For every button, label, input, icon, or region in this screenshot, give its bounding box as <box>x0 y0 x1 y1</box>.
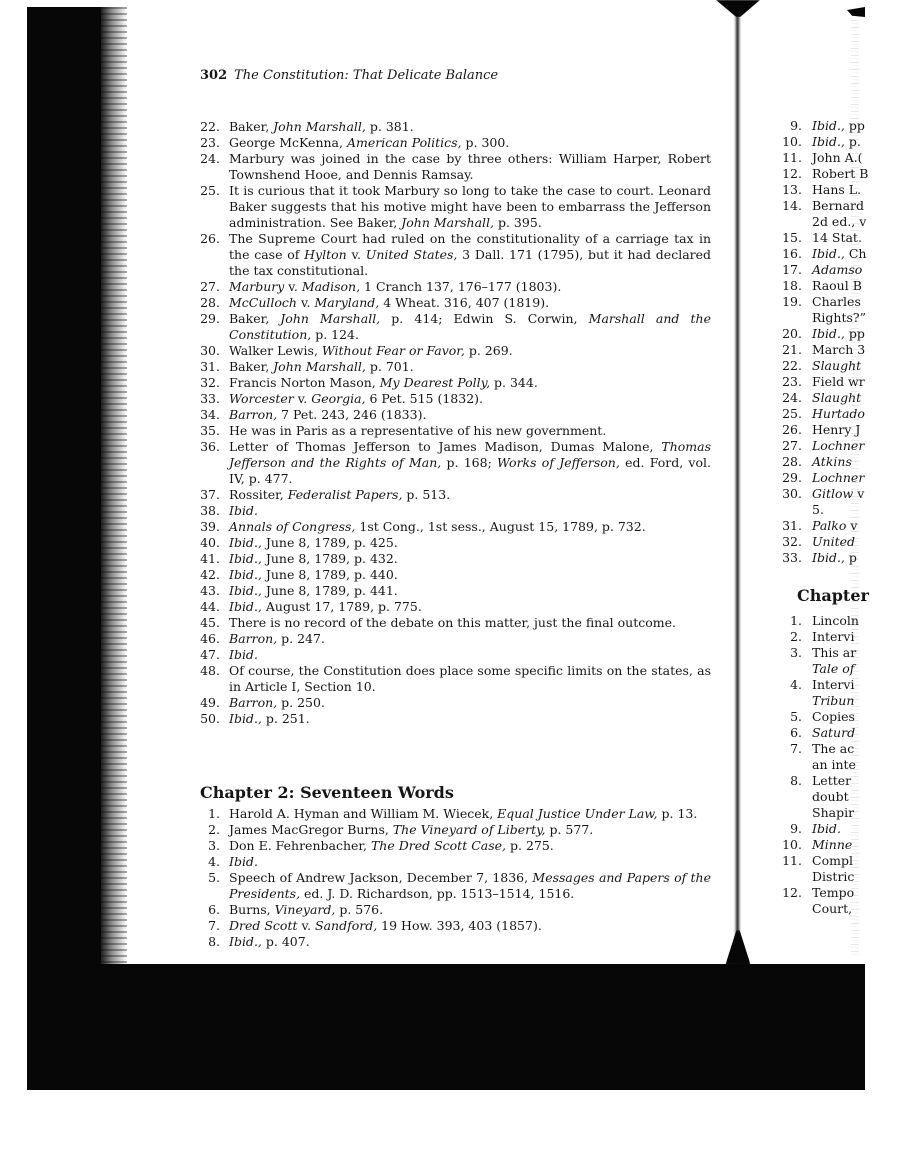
note-row <box>758 182 869 198</box>
note-text: Palko v <box>812 518 858 533</box>
note-row <box>758 885 859 901</box>
note-text: 14 Stat. <box>812 230 862 245</box>
note-text: Atkins <box>812 454 852 469</box>
note-number: 33. <box>200 391 220 406</box>
note-text: Hans L. <box>812 182 862 197</box>
note-row <box>758 853 859 869</box>
note-number: 30. <box>782 486 802 501</box>
note-row <box>200 870 711 902</box>
note-number: 6. <box>790 725 802 740</box>
note-number: 31. <box>200 359 220 374</box>
note-number: 27. <box>200 279 220 294</box>
note-text: Compl <box>812 853 853 868</box>
note-text: Marbury was joined in the case by three others: William Harper, Robert Townshend Hooe, and Dennis Ramsay. <box>229 151 711 182</box>
note-row <box>200 535 711 551</box>
note-number: 50. <box>200 711 220 726</box>
note-text: Ibid., pp <box>812 118 865 133</box>
note-number: 18. <box>782 278 802 293</box>
note-row <box>200 359 711 375</box>
note-text: Letter of Thomas Jefferson to James Madison, Dumas Malone, Thomas Jefferson and the Rights of Man, p. 168; Works of Jefferson, ed. Ford, vol. IV, p. 477. <box>229 439 711 486</box>
note-text: Ibid. <box>229 854 258 869</box>
note-text: Ibid., p. 251. <box>229 711 310 726</box>
note-row <box>758 230 869 246</box>
note-row <box>200 487 711 503</box>
note-text: Saturd <box>812 725 856 740</box>
note-row <box>200 806 711 822</box>
note-text: Intervi <box>812 629 855 644</box>
note-row <box>758 358 869 374</box>
note-row <box>200 934 711 950</box>
note-number: 46. <box>200 631 220 646</box>
note-row <box>200 391 711 407</box>
note-text: The Supreme Court had ruled on the constitutionality of a carriage tax in the case of Hylton v. United States, 3 Dall. 171 (1795), but it had declared the tax constitutional. <box>229 231 712 278</box>
note-row <box>758 677 859 693</box>
note-text: Hurtado <box>812 406 865 421</box>
note-text: Robert B <box>812 166 869 181</box>
note-number: 12. <box>782 885 802 900</box>
note-number: 11. <box>782 853 802 868</box>
note-text: Slaught <box>812 358 862 373</box>
note-text: Annals of Congress, 1st Cong., 1st sess., August 15, 1789, p. 732. <box>229 519 646 534</box>
note-text: 5. <box>812 502 824 517</box>
note-number: 10. <box>782 837 802 852</box>
note-row <box>200 838 711 854</box>
note-number: 3. <box>208 838 220 853</box>
note-row <box>200 151 711 183</box>
note-row <box>200 551 711 567</box>
note-text: Don E. Fehrenbacher, The Dred Scott Case, p. 275. <box>229 838 554 853</box>
note-number: 39. <box>200 519 220 534</box>
note-number: 12. <box>782 166 802 181</box>
note-number: 31. <box>782 518 802 533</box>
note-number: 34. <box>200 407 220 422</box>
note-number: 47. <box>200 647 220 662</box>
note-row <box>758 789 859 805</box>
note-row <box>200 423 711 439</box>
note-text: Ibid., Ch <box>812 246 867 261</box>
note-text: Ibid., June 8, 1789, p. 432. <box>229 551 398 566</box>
note-row <box>758 837 859 853</box>
note-number: 22. <box>200 119 220 134</box>
note-text: March 3 <box>812 342 866 357</box>
note-row <box>200 567 711 583</box>
right-page-chapter-heading-fragment: Chapter <box>797 586 869 605</box>
note-number: 4. <box>790 677 802 692</box>
note-number: 8. <box>208 934 220 949</box>
note-row <box>758 869 859 885</box>
note-row <box>758 390 869 406</box>
note-row <box>758 821 859 837</box>
note-text: doubt <box>812 789 849 804</box>
note-row <box>200 599 711 615</box>
note-number: 36. <box>200 439 220 454</box>
note-row <box>200 295 711 311</box>
note-text: Charles <box>812 294 861 309</box>
note-row <box>758 166 869 182</box>
note-number: 2. <box>790 629 802 644</box>
note-text: James MacGregor Burns, The Vineyard of Liberty, p. 577. <box>229 822 594 837</box>
chapter1-endnotes-list <box>200 119 711 727</box>
note-row <box>200 663 711 695</box>
note-row <box>758 246 869 262</box>
note-row <box>200 503 711 519</box>
note-row <box>758 709 859 725</box>
note-text: Ibid., p. 407. <box>229 934 310 949</box>
note-row <box>758 470 869 486</box>
note-text: 2d ed., v <box>812 214 867 229</box>
note-row <box>758 214 869 230</box>
note-number: 24. <box>782 390 802 405</box>
note-row <box>758 645 859 661</box>
note-row <box>758 262 869 278</box>
note-row <box>200 343 711 359</box>
note-row <box>758 518 869 534</box>
note-text: Ibid., p. <box>812 134 861 149</box>
note-text: Ibid. <box>229 647 258 662</box>
note-number: 27. <box>782 438 802 453</box>
note-number: 14. <box>782 198 802 213</box>
scan-black-border-left-fade <box>100 7 127 964</box>
note-number: 1. <box>790 613 802 628</box>
note-text: Ibid., p <box>812 550 857 565</box>
note-number: 17. <box>782 262 802 277</box>
note-row <box>200 519 711 535</box>
note-number: 26. <box>782 422 802 437</box>
note-text: There is no record of the debate on this matter, just the final outcome. <box>229 615 676 630</box>
note-row <box>200 119 711 135</box>
note-text: an inte <box>812 757 856 772</box>
note-row <box>758 534 869 550</box>
note-number: 1. <box>208 806 220 821</box>
note-text: Rossiter, Federalist Papers, p. 513. <box>229 487 451 502</box>
running-header <box>200 68 711 84</box>
note-text: Baker, John Marshall, p. 701. <box>229 359 414 374</box>
note-number: 4. <box>208 854 220 869</box>
note-text: Tale of <box>812 661 855 676</box>
note-row <box>200 695 711 711</box>
note-text: Slaught <box>812 390 862 405</box>
note-text: United <box>812 534 856 549</box>
note-row <box>200 647 711 663</box>
note-row <box>200 407 711 423</box>
note-row <box>758 757 859 773</box>
note-row <box>200 231 711 279</box>
note-number: 3. <box>790 645 802 660</box>
note-number: 30. <box>200 343 220 358</box>
note-row <box>758 374 869 390</box>
note-number: 37. <box>200 487 220 502</box>
note-text: Ibid. <box>812 821 841 836</box>
book-gutter-shadow-bottom <box>725 930 751 966</box>
note-row <box>758 693 859 709</box>
note-number: 2. <box>208 822 220 837</box>
note-row <box>200 854 711 870</box>
note-text: Ibid., August 17, 1789, p. 775. <box>229 599 422 614</box>
note-row <box>758 438 869 454</box>
note-row <box>758 310 869 326</box>
note-text: Henry J <box>812 422 861 437</box>
note-row <box>758 134 869 150</box>
note-number: 43. <box>200 583 220 598</box>
note-number: 45. <box>200 615 220 630</box>
book-gutter-shadow <box>736 12 739 964</box>
note-number: 35. <box>200 423 220 438</box>
note-number: 15. <box>782 230 802 245</box>
note-number: 9. <box>790 118 802 133</box>
note-row <box>200 631 711 647</box>
note-number: 7. <box>790 741 802 756</box>
scan-black-border-left <box>27 7 101 1090</box>
note-row <box>758 613 859 629</box>
note-text: Barron, 7 Pet. 243, 246 (1833). <box>229 407 427 422</box>
note-row <box>758 725 859 741</box>
note-text: Of course, the Constitution does place some specific limits on the states, as in Article I, Section 10. <box>229 663 711 694</box>
note-row <box>200 822 711 838</box>
note-row <box>200 918 711 934</box>
note-row <box>200 135 711 151</box>
note-number: 13. <box>782 182 802 197</box>
note-text: Field wr <box>812 374 865 389</box>
note-row <box>200 615 711 631</box>
note-row <box>758 805 859 821</box>
note-row <box>758 198 869 214</box>
note-number: 7. <box>208 918 220 933</box>
note-number: 23. <box>782 374 802 389</box>
note-text: This ar <box>812 645 857 660</box>
note-row <box>200 375 711 391</box>
note-text: Barron, p. 247. <box>229 631 325 646</box>
note-row <box>200 439 711 487</box>
note-text: Burns, Vineyard, p. 576. <box>229 902 384 917</box>
note-text: It is curious that it took Marbury so long to take the case to court. Leonard Baker suggests that his motive might have been to embarrass the Jefferson administration. See Baker, John Marshall, p. 395. <box>229 183 711 230</box>
scan-corner-mark <box>847 7 865 17</box>
note-number: 21. <box>782 342 802 357</box>
note-number: 48. <box>200 663 220 678</box>
note-text: Ibid., June 8, 1789, p. 440. <box>229 567 398 582</box>
note-number: 32. <box>200 375 220 390</box>
note-text: Barron, p. 250. <box>229 695 325 710</box>
note-number: 6. <box>208 902 220 917</box>
note-row <box>758 486 869 502</box>
note-row <box>200 583 711 599</box>
note-row <box>758 741 859 757</box>
note-row <box>200 279 711 295</box>
note-row <box>758 629 859 645</box>
note-text: Lochner <box>812 438 865 453</box>
note-number: 40. <box>200 535 220 550</box>
note-text: Adamso <box>812 262 863 277</box>
note-row <box>758 278 869 294</box>
note-row <box>200 311 711 343</box>
note-row <box>758 406 869 422</box>
note-text: Ibid., June 8, 1789, p. 425. <box>229 535 398 550</box>
note-text: Distric <box>812 869 855 884</box>
note-text: Minne <box>812 837 853 852</box>
note-row <box>758 422 869 438</box>
note-text: Baker, John Marshall, p. 414; Edwin S. Corwin, Marshall and the Constitution, p. 124. <box>229 311 711 342</box>
note-text: McCulloch v. Maryland, 4 Wheat. 316, 407 (1819). <box>229 295 550 310</box>
note-number: 41. <box>200 551 220 566</box>
note-row <box>758 773 859 789</box>
note-text: Ibid. <box>229 503 258 518</box>
note-text: Dred Scott v. Sandford, 19 How. 393, 403 (1857). <box>229 918 542 933</box>
chapter2-heading: Chapter 2: Seventeen Words <box>200 783 454 802</box>
running-book-title: The Constitution: That Delicate Balance <box>234 68 499 83</box>
note-number: 29. <box>200 311 220 326</box>
note-number: 25. <box>782 406 802 421</box>
note-row <box>200 902 711 918</box>
note-text: He was in Paris as a representative of his new government. <box>229 423 607 438</box>
note-number: 10. <box>782 134 802 149</box>
note-text: Lincoln <box>812 613 859 628</box>
note-row <box>200 183 711 231</box>
note-text: The ac <box>812 741 855 756</box>
note-text: Harold A. Hyman and William M. Wiecek, Equal Justice Under Law, p. 13. <box>229 806 698 821</box>
note-text: Tempo <box>812 885 855 900</box>
note-row <box>758 150 869 166</box>
note-text: Letter <box>812 773 852 788</box>
note-number: 24. <box>200 151 220 166</box>
note-number: 29. <box>782 470 802 485</box>
note-row <box>200 711 711 727</box>
note-text: Gitlow v <box>812 486 865 501</box>
note-number: 9. <box>790 821 802 836</box>
note-number: 20. <box>782 326 802 341</box>
note-row <box>758 661 859 677</box>
note-text: Intervi <box>812 677 855 692</box>
note-text: Marbury v. Madison, 1 Cranch 137, 176–177 (1803). <box>229 279 562 294</box>
note-row <box>758 550 869 566</box>
chapter2-endnotes-list <box>200 806 711 950</box>
note-number: 32. <box>782 534 802 549</box>
note-number: 42. <box>200 567 220 582</box>
note-number: 23. <box>200 135 220 150</box>
note-text: Ibid., pp <box>812 326 865 341</box>
note-text: Raoul B <box>812 278 862 293</box>
note-text: John A.( <box>812 150 863 165</box>
note-number: 28. <box>782 454 802 469</box>
note-number: 28. <box>200 295 220 310</box>
note-text: Shapir <box>812 805 855 820</box>
note-row <box>758 502 869 518</box>
note-number: 5. <box>208 870 220 885</box>
note-text: Worcester v. Georgia, 6 Pet. 515 (1832). <box>229 391 484 406</box>
note-number: 22. <box>782 358 802 373</box>
note-text: Lochner <box>812 470 865 485</box>
note-text: Francis Norton Mason, My Dearest Polly, p. 344. <box>229 375 538 390</box>
note-number: 38. <box>200 503 220 518</box>
note-text: Ibid., June 8, 1789, p. 441. <box>229 583 398 598</box>
note-row <box>758 326 869 342</box>
note-number: 25. <box>200 183 220 198</box>
right-page-top-notes-fragment <box>758 118 869 566</box>
left-page <box>200 68 711 950</box>
note-text: Speech of Andrew Jackson, December 7, 1836, Messages and Papers of the Presidents, ed. J. D. Richardson, pp. 1513–1514, 1516. <box>229 870 711 901</box>
note-row <box>758 901 859 917</box>
note-text: Copies <box>812 709 855 724</box>
note-number: 11. <box>782 150 802 165</box>
note-text: Court, <box>812 901 853 916</box>
note-row <box>758 118 869 134</box>
note-text: Bernard <box>812 198 865 213</box>
note-row <box>758 342 869 358</box>
page-number: 302 <box>200 68 228 83</box>
note-number: 19. <box>782 294 802 309</box>
note-number: 8. <box>790 773 802 788</box>
note-text: Tribun <box>812 693 855 708</box>
note-number: 44. <box>200 599 220 614</box>
note-text: Rights?” <box>812 310 866 325</box>
scan-black-border-bottom <box>27 964 865 1090</box>
note-row <box>758 454 869 470</box>
note-number: 49. <box>200 695 220 710</box>
note-text: George McKenna, American Politics, p. 300. <box>229 135 510 150</box>
note-number: 16. <box>782 246 802 261</box>
note-text: Baker, John Marshall, p. 381. <box>229 119 414 134</box>
note-number: 26. <box>200 231 220 246</box>
note-row <box>758 294 869 310</box>
note-number: 33. <box>782 550 802 565</box>
note-number: 5. <box>790 709 802 724</box>
right-page-bottom-notes-fragment <box>758 613 859 917</box>
book-gutter-shadow-top <box>716 0 760 17</box>
note-text: Walker Lewis, Without Fear or Favor, p. 269. <box>229 343 513 358</box>
